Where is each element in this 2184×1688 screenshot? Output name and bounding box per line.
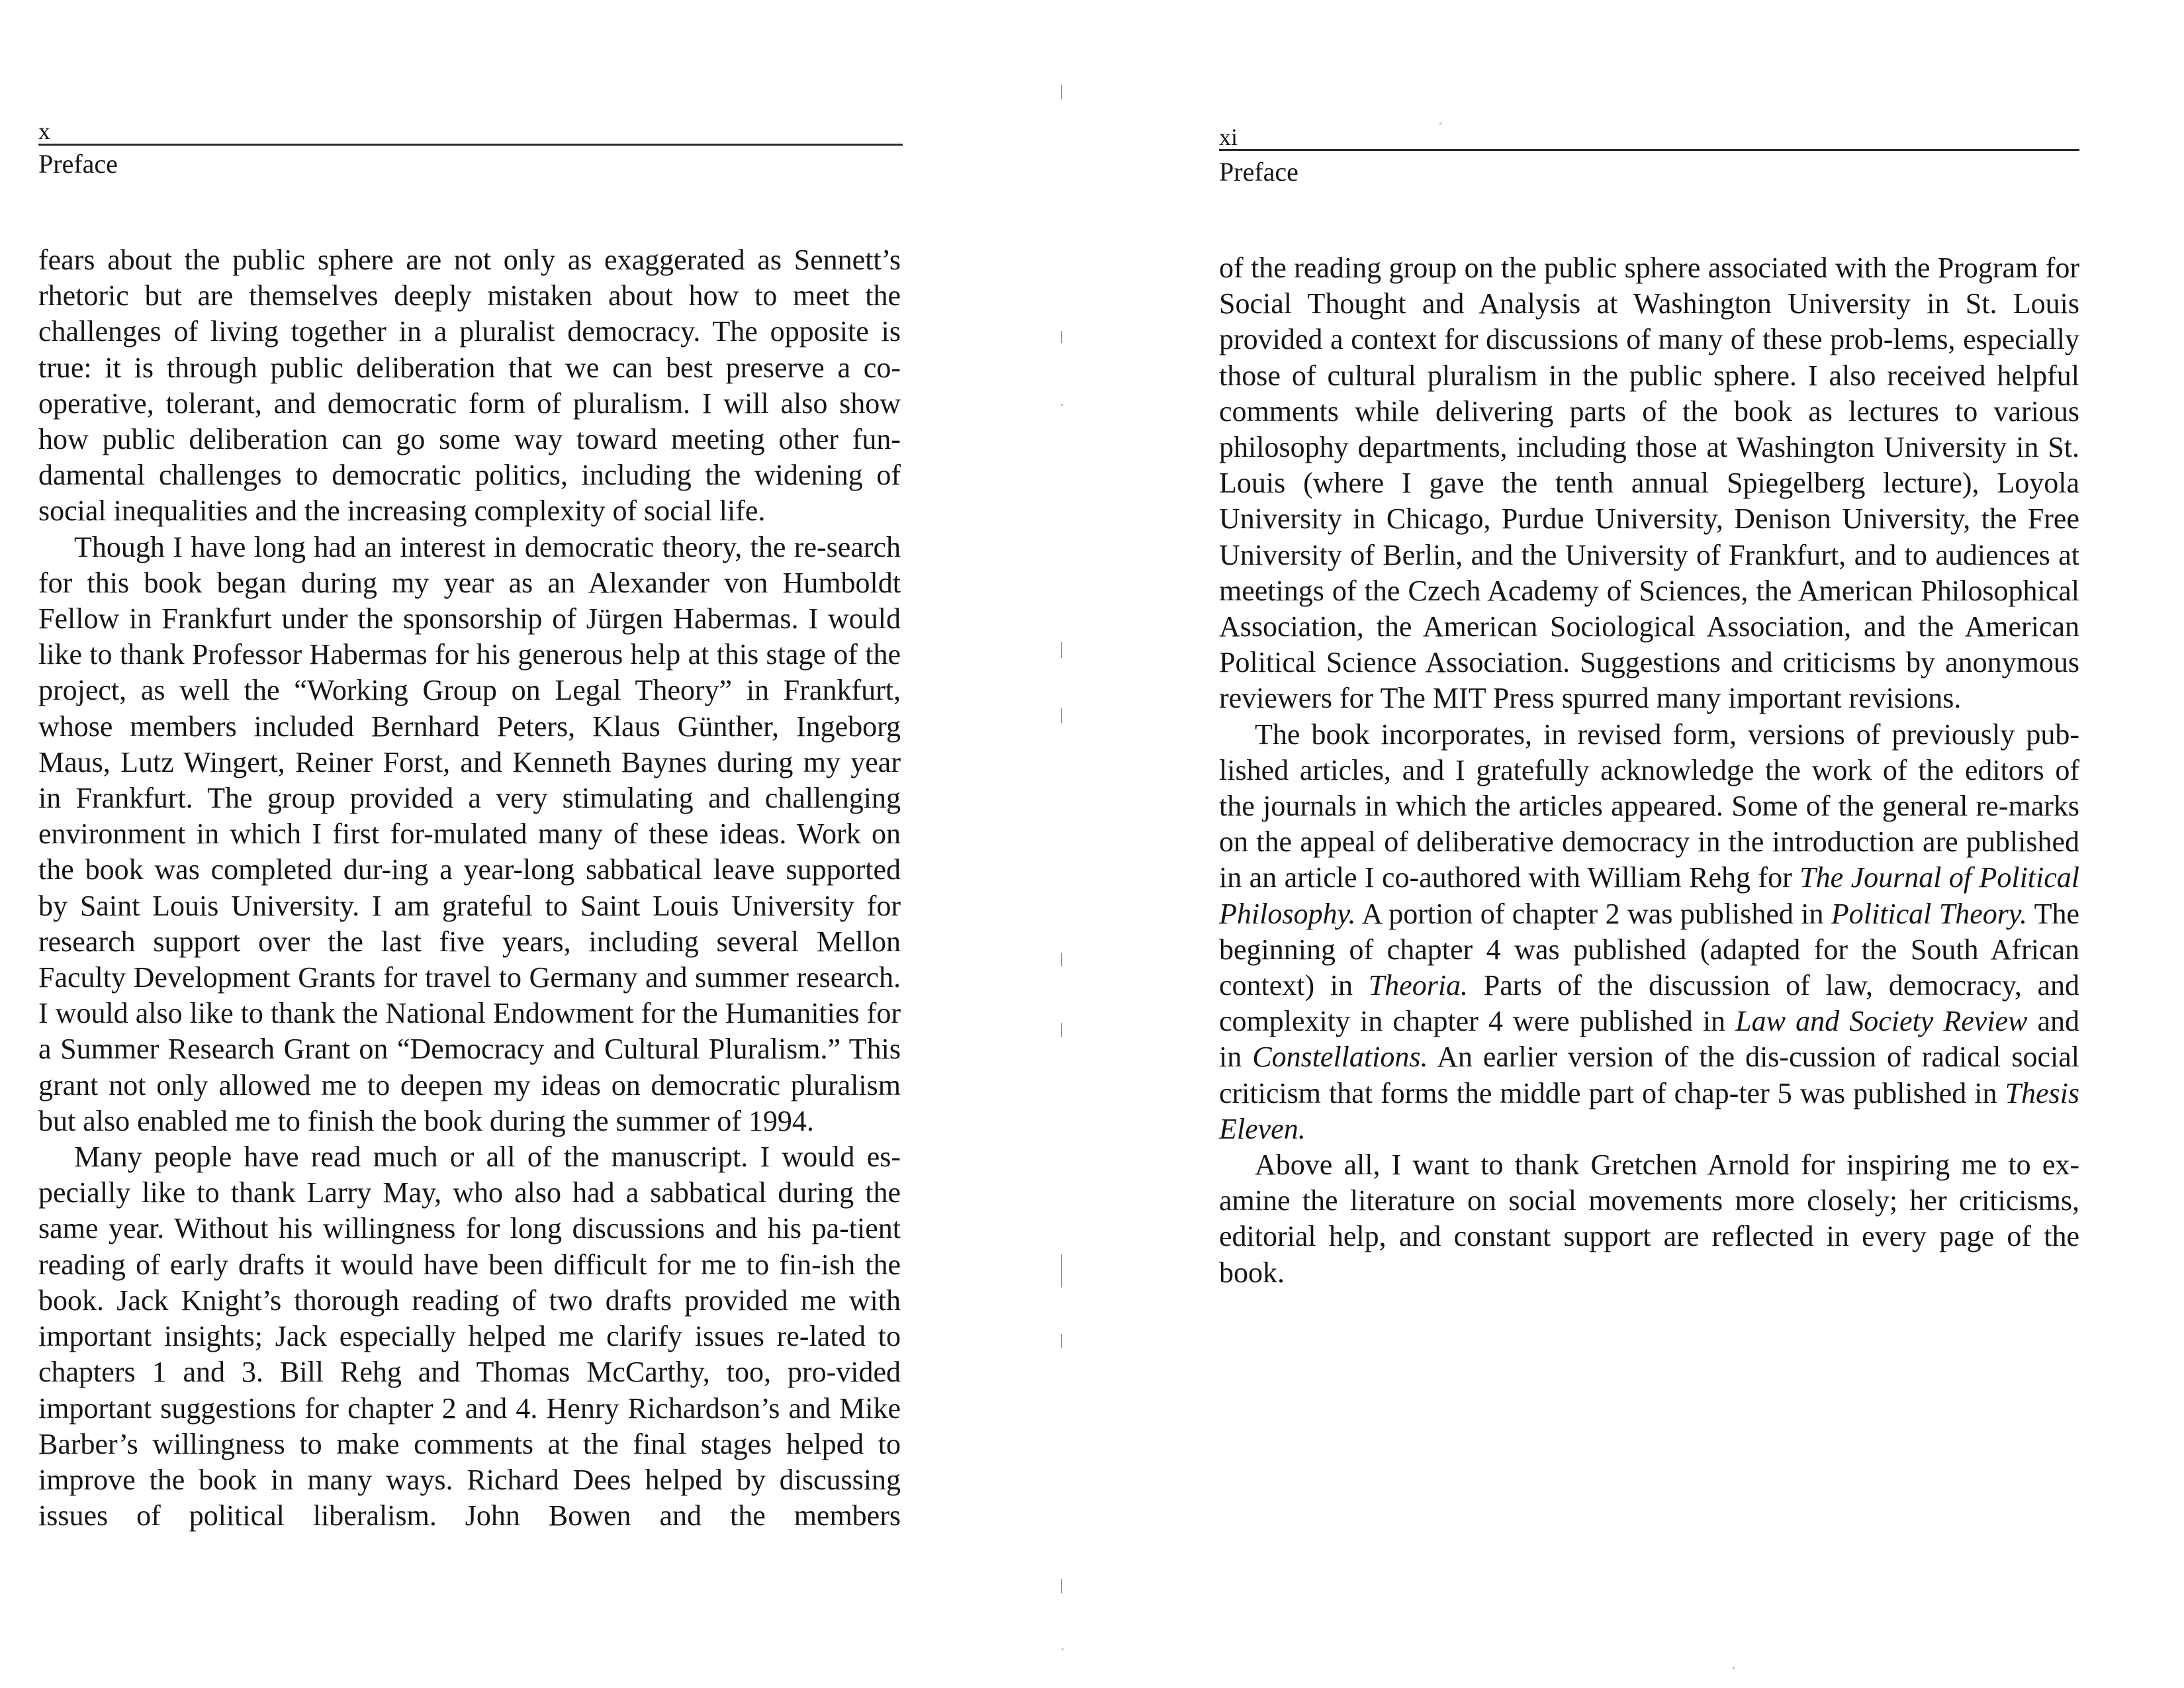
text-run: and in: [1219, 1005, 2080, 1074]
page-number: x: [38, 118, 50, 144]
text-run: The beginning of chapter 4 was published (adapted for the South African context) in: [1219, 897, 2080, 1002]
paragraph: fears about the public sphere are not only as exaggerated as Sennett’s rhetoric but are themselves deeply mistaken about how to meet the challenges of living together in a pluralist democracy. The opposite is true: it is through public deliberation that we can best preserve a co-operative, tolerant, and democratic form of pluralism. I will also show how public deliberation can go some way toward meeting other fun-damental challenges to democratic politics, including the widening of social inequalities and the increasing complexity of social life.: [38, 244, 901, 528]
gutter-mark: [1061, 1334, 1062, 1348]
header-rule: [38, 144, 903, 146]
journal-title: Theoria.: [1368, 969, 1469, 1002]
gutter-mark: [1061, 85, 1062, 99]
paragraph: Above all, I want to thank Gretchen Arnold for inspiring me to ex-amine the literature on social movements more closely; her criticisms, editorial help, and constant support are reflected in every page of the book.: [1219, 1149, 2079, 1289]
journal-title: Constellations.: [1252, 1041, 1428, 1074]
scan-speck: [1733, 1667, 1735, 1669]
paragraph: Though I have long had an interest in democratic theory, the re-search for this book began during my year as an Alexander von Humboldt Fellow in Frankfurt under the sponsorship of Jürgen Habermas. I would like to thank Professor Habermas for his generous help at this stage of the project, as well the “Working Group on Legal Theory” in Frankfurt, whose members included Bernhard Peters, Klaus Günther, Ingeborg Maus, Lutz Wingert, Reiner Forst, and Kenneth Baynes during my year in Frankfurt. The group provided a very stimulating and challenging environment in which I first for-mulated many of these ideas. Work on the book was completed dur-ing a year-long sabbatical leave supported by Saint Louis University. I am grateful to Saint Louis University for research support over the last five years, including several Mellon Faculty Development Grants for travel to Germany and summer research. I would also like to thank the National Endowment for the Humanities for a Summer Research Grant on “Democracy and Cultural Pluralism.” This grant not only allowed me to deepen my ideas on democratic pluralism but also enabled me to finish the book during the summer of 1994.: [38, 530, 901, 1137]
text-run: An earlier version of the dis-cussion of radical social criticism that forms the middle part of chap-ter 5 was published in: [1219, 1041, 2080, 1109]
gutter-mark: [1061, 953, 1062, 966]
journal-title: Thesis Eleven.: [1219, 1076, 2080, 1145]
text-run: Parts of the discussion of law, democracy, and complexity in chapter 4 were published in: [1219, 969, 2080, 1038]
gutter-mark: [1061, 642, 1062, 658]
right-page: [1092, 0, 2184, 1688]
gutter-mark: [1061, 1254, 1062, 1288]
header-rule: [1219, 149, 2079, 151]
journal-title: Law and Society Review: [1735, 1005, 2028, 1038]
gutter-mark: [1061, 1023, 1062, 1037]
paragraph: [1219, 717, 2079, 1147]
gutter-mark: [1061, 331, 1062, 343]
running-head: Preface: [1219, 157, 1298, 187]
scan-speck: [1062, 1648, 1064, 1650]
journal-title: Political Theory.: [1831, 897, 2028, 930]
body-text: [38, 242, 901, 1534]
page-number: xi: [1219, 124, 1238, 150]
running-head: Preface: [38, 149, 118, 179]
paragraph: of the reading group on the public sphere associated with the Program for Social Thought and Analysis at Washington University in St. Louis provided a context for discussions of many of these prob-lems, especially those of cultural pluralism in the public sphere. I also received helpful comments while delivering parts of the book as lectures to various philosophy departments, including those at Washington University in St. Louis (where I gave the tenth annual Spiegelberg lecture), Loyola University in Chicago, Purdue University, Denison University, the Free University of Berlin, and the University of Frankfurt, and to audiences at meetings of the Czech Academy of Sciences, the American Philosophical Association, the American Sociological Association, and the American Political Science Association. Suggestions and criticisms by anonymous reviewers for The MIT Press spurred many important revisions.: [1219, 252, 2079, 715]
text-run: The book incorporates, in revised form, versions of previously pub-lished articles, and I gratefully acknowledge the work of the editors of the journals in which the articles appeared. Some of the general re-marks on the appeal of deliberative democracy in the introduction are published in an article I co-authored with William Rehg for: [1219, 718, 2079, 894]
scan-speck: [1439, 122, 1441, 124]
text-run: A portion of chapter 2 was published in: [1361, 897, 1824, 930]
paragraph: Many people have read much or all of the manuscript. I would es-pecially like to thank Larry May, who also had a sabbatical during the same year. Without his willingness for long discussions and his pa-tient reading of early drafts it would have been difficult for me to fin-ish the book. Jack Knight’s thorough reading of two drafts provided me with important insights; Jack especially helped me clarify issues re-lated to chapters 1 and 3. Bill Rehg and Thomas McCarthy, too, pro-vided important suggestions for chapter 2 and 4. Henry Richardson’s and Mike Barber’s willingness to make comments at the final stages helped to improve the book in many ways. Richard Dees helped by discussing issues of political liberalism. John Bowen and the members: [38, 1141, 901, 1532]
scan-speck: [1061, 404, 1063, 406]
body-text: [1219, 250, 2079, 1291]
gutter-mark: [1061, 1579, 1062, 1593]
journal-title: The Journal of Political Philosophy.: [1219, 861, 2080, 930]
gutter-mark: [1061, 708, 1062, 723]
